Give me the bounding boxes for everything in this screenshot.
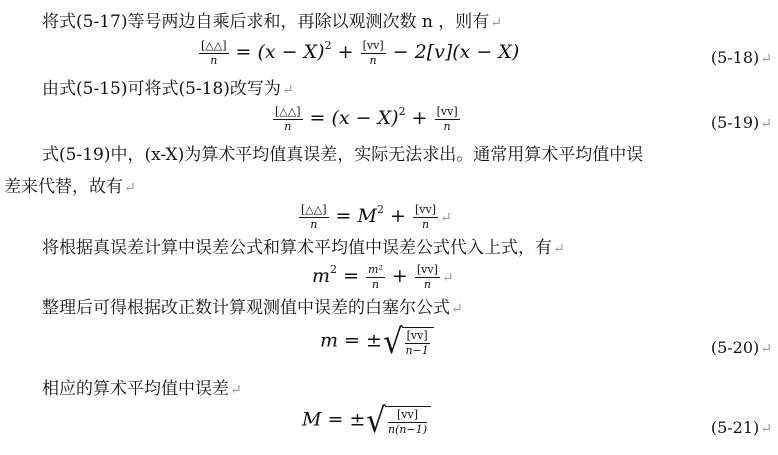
equation-M-squared (298, 204, 452, 231)
text-line-4 (42, 240, 565, 257)
fraction-numerator: [vv] (388, 409, 427, 423)
text-content: 将根据真误差计算中误差公式和算术平均值中误差公式代入上式，有 (42, 238, 552, 258)
equation-term: = (x − X) (229, 41, 325, 63)
text-content: 将式(5-17)等号两边自乘后求和，再除以观测次数 n ，则有 (42, 12, 490, 32)
text-content: 相应的算术平均值中误差 (42, 379, 229, 399)
radical-sign: √ (366, 401, 386, 441)
fraction-numerator: [△△] (275, 105, 301, 119)
text-line-2 (42, 81, 294, 98)
fraction-denominator: n (310, 217, 318, 231)
paragraph-mark: ↵ (490, 15, 502, 31)
fraction-denominator: n (210, 53, 218, 67)
text-content: 由式(5-15)可将式(5-18)改写为 (42, 79, 281, 99)
square-root (365, 401, 431, 441)
equation-number-5-18 (711, 50, 772, 66)
fraction-numerator: [vv] (406, 329, 428, 343)
exponent: 2 (324, 39, 332, 52)
equation-number-5-21 (711, 420, 772, 436)
plus-sign: + (385, 265, 414, 287)
equation-term: − 2[v](x − X) (386, 41, 520, 63)
fraction-numerator: [vv] (414, 203, 436, 217)
equation-m-squared (312, 264, 454, 291)
fraction-denominator: n (423, 277, 431, 291)
fraction-denominator: n (369, 53, 377, 67)
equation-number: (5-20) (710, 338, 760, 357)
fraction-denominator: n (443, 119, 451, 133)
text-line-3b (4, 179, 136, 196)
plus-sign: + (331, 41, 360, 63)
paragraph-mark: ↵ (760, 421, 772, 437)
plus-sign: + (383, 205, 412, 227)
fraction-denominator: n (421, 217, 430, 231)
plus-sign: + (405, 107, 434, 129)
square-root (382, 322, 434, 362)
text-line-6 (42, 381, 242, 398)
text-line-1 (42, 14, 502, 31)
text-content: 式(5-19)中，(x-X)为算术平均值真误差，实际无法求出。通常用算术平均值中误 (42, 145, 644, 165)
text-line-5 (42, 300, 463, 317)
paragraph-mark: ↵ (124, 180, 136, 196)
equation-5-19 (272, 106, 461, 133)
equation-term: = (x − X) (303, 107, 399, 129)
exponent: 2 (376, 203, 384, 216)
paragraph-mark: ↵ (230, 382, 242, 398)
fraction-numerator: [△△] (201, 39, 227, 53)
exponent: 2 (330, 263, 338, 276)
exponent: 2 (398, 105, 406, 118)
equals-sign: = (337, 265, 366, 287)
equation-term: = M (329, 205, 377, 227)
fraction-numerator: [vv] (362, 39, 384, 53)
equation-term: m (312, 265, 331, 287)
equation-number-5-20 (711, 340, 772, 356)
equation-5-21 (302, 401, 431, 441)
equation-number: (5-21) (710, 418, 760, 437)
paragraph-mark: ↵ (441, 270, 454, 286)
fraction-denominator: n (284, 119, 292, 133)
paragraph-mark: ↵ (281, 82, 294, 98)
fraction-denominator: n−1 (405, 343, 429, 357)
equation-term: M = ± (302, 408, 366, 431)
text-content: 差来代替，故有 (4, 177, 123, 197)
fraction-numerator: [vv] (416, 263, 438, 277)
fraction-numerator: [vv] (436, 105, 458, 119)
equation-5-20 (320, 322, 434, 362)
radical-sign: √ (383, 322, 403, 362)
paragraph-mark: ↵ (760, 51, 772, 67)
text-line-3 (42, 147, 643, 164)
equation-number-5-19 (711, 115, 772, 131)
equation-5-18 (198, 40, 519, 67)
equation-number: (5-19) (710, 113, 760, 132)
equation-number: (5-18) (710, 48, 760, 67)
paragraph-mark: ↵ (760, 341, 772, 357)
fraction-denominator: n(n−1) (388, 422, 428, 436)
paragraph-mark: ↵ (553, 241, 565, 257)
text-content: 整理后可得根据改正数计算观测值中误差的白塞尔公式 (42, 298, 450, 318)
paragraph-mark: ↵ (451, 301, 463, 317)
fraction-numerator: m² (368, 263, 383, 277)
fraction-numerator: [△△] (301, 203, 327, 217)
equation-term: m = ± (320, 329, 382, 352)
fraction-denominator: n (371, 277, 379, 291)
paragraph-mark: ↵ (440, 210, 452, 226)
paragraph-mark: ↵ (760, 116, 772, 132)
